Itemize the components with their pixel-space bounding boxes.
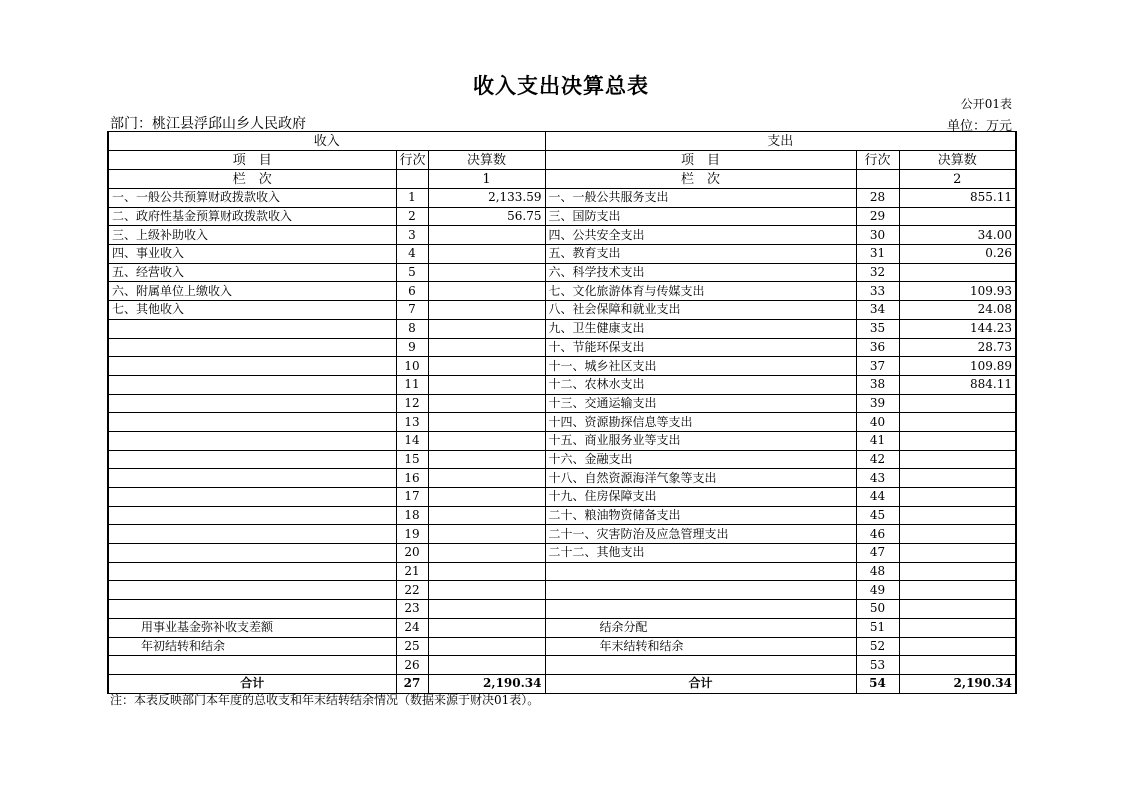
expense-amount-cell: 24.08 — [899, 301, 1016, 320]
table-row — [108, 525, 1016, 544]
income-amount-cell: 2,133.59 — [428, 189, 545, 208]
table-row — [108, 562, 1016, 581]
income-item-cell — [108, 488, 396, 507]
income-line-cell: 18 — [396, 506, 428, 525]
expense-column-index: 2 — [899, 170, 1016, 189]
expense-amount-cell — [899, 263, 1016, 282]
income-item-cell — [108, 581, 396, 600]
expense-amount-cell — [899, 525, 1016, 544]
income-line-cell: 3 — [396, 226, 428, 245]
expense-item-cell: 十二、农林水支出 — [545, 375, 856, 394]
income-amount-cell — [428, 226, 545, 245]
income-item-cell — [108, 562, 396, 581]
income-total-label: 合计 — [108, 674, 396, 693]
expense-amount-cell — [899, 637, 1016, 656]
expense-item-cell: 十五、商业服务业等支出 — [545, 431, 856, 450]
income-amount-cell — [428, 600, 545, 619]
income-line-cell: 1 — [396, 189, 428, 208]
income-amount-cell — [428, 656, 545, 675]
income-line-cell: 6 — [396, 282, 428, 301]
income-line-cell: 7 — [396, 301, 428, 320]
expense-item-cell: 二十二、其他支出 — [545, 544, 856, 563]
expense-line-cell: 44 — [856, 488, 899, 507]
income-item-cell: 七、其他收入 — [108, 301, 396, 320]
expense-column-blank — [856, 170, 899, 189]
expense-total-line: 54 — [856, 674, 899, 693]
expense-amount-cell: 855.11 — [899, 189, 1016, 208]
expense-item-cell: 十一、城乡社区支出 — [545, 357, 856, 376]
expense-line-cell: 28 — [856, 189, 899, 208]
expense-section-header: 支出 — [545, 132, 1016, 151]
income-item-cell — [108, 431, 396, 450]
income-item-cell: 用事业基金弥补收支差额 — [108, 618, 396, 637]
income-item-cell — [108, 319, 396, 338]
income-item-cell — [108, 544, 396, 563]
expense-item-cell: 二十、粮油物资储备支出 — [545, 506, 856, 525]
expense-line-cell: 52 — [856, 637, 899, 656]
income-line-cell: 22 — [396, 581, 428, 600]
table-row — [108, 375, 1016, 394]
income-amount-cell — [428, 637, 545, 656]
income-line-cell: 19 — [396, 525, 428, 544]
expense-amount-cell — [899, 450, 1016, 469]
expense-amount-cell — [899, 394, 1016, 413]
income-amount-cell — [428, 282, 545, 301]
income-column-label: 栏 次 — [108, 170, 396, 189]
income-amount-cell — [428, 450, 545, 469]
expense-item-cell: 十四、资源勘探信息等支出 — [545, 413, 856, 432]
income-item-cell — [108, 506, 396, 525]
income-total-line: 27 — [396, 674, 428, 693]
table-row — [108, 600, 1016, 619]
expense-item-cell: 十六、金融支出 — [545, 450, 856, 469]
income-line-cell: 13 — [396, 413, 428, 432]
expense-amount-cell — [899, 562, 1016, 581]
expense-total-label: 合计 — [545, 674, 856, 693]
table-row — [108, 469, 1016, 488]
income-line-cell: 17 — [396, 488, 428, 507]
expense-line-cell: 35 — [856, 319, 899, 338]
expense-amount-cell — [899, 431, 1016, 450]
income-line-cell: 9 — [396, 338, 428, 357]
income-section-header: 收入 — [108, 132, 545, 151]
expense-amount-header: 决算数 — [899, 151, 1016, 170]
income-line-cell: 24 — [396, 618, 428, 637]
expense-item-cell: 十三、交通运输支出 — [545, 394, 856, 413]
income-item-cell: 三、上级补助收入 — [108, 226, 396, 245]
income-item-cell — [108, 357, 396, 376]
income-amount-cell — [428, 319, 545, 338]
expense-line-cell: 30 — [856, 226, 899, 245]
column-index-row — [108, 170, 1016, 189]
table-row — [108, 189, 1016, 208]
expense-item-cell: 一、一般公共服务支出 — [545, 189, 856, 208]
expense-line-cell: 38 — [856, 375, 899, 394]
income-expense-table — [107, 131, 1017, 694]
expense-line-cell: 42 — [856, 450, 899, 469]
expense-item-cell: 年末结转和结余 — [545, 637, 856, 656]
income-item-cell — [108, 656, 396, 675]
form-number: 公开01表 — [960, 97, 1012, 111]
table-row — [108, 450, 1016, 469]
income-line-header: 行次 — [396, 151, 428, 170]
expense-item-cell: 四、公共安全支出 — [545, 226, 856, 245]
department-label: 部门：桃江县浮邱山乡人民政府 — [110, 116, 306, 132]
expense-amount-cell — [899, 413, 1016, 432]
income-item-header: 项 目 — [108, 151, 396, 170]
income-line-cell: 4 — [396, 245, 428, 264]
expense-amount-cell — [899, 618, 1016, 637]
table-row — [108, 263, 1016, 282]
table-row — [108, 618, 1016, 637]
income-line-cell: 20 — [396, 544, 428, 563]
income-amount-cell: 56.75 — [428, 207, 545, 226]
expense-line-cell: 32 — [856, 263, 899, 282]
income-column-index: 1 — [428, 170, 545, 189]
expense-line-cell: 33 — [856, 282, 899, 301]
expense-amount-cell: 109.93 — [899, 282, 1016, 301]
income-amount-cell — [428, 581, 545, 600]
income-line-cell: 15 — [396, 450, 428, 469]
expense-line-cell: 46 — [856, 525, 899, 544]
income-amount-cell — [428, 525, 545, 544]
expense-amount-cell: 34.00 — [899, 226, 1016, 245]
income-item-cell: 五、经营收入 — [108, 263, 396, 282]
column-header-row — [108, 151, 1016, 170]
income-amount-cell — [428, 301, 545, 320]
section-header-row — [108, 132, 1016, 151]
income-item-cell — [108, 413, 396, 432]
expense-amount-cell — [899, 488, 1016, 507]
income-amount-cell — [428, 245, 545, 264]
expense-line-cell: 29 — [856, 207, 899, 226]
expense-item-cell — [545, 600, 856, 619]
table-row — [108, 506, 1016, 525]
expense-line-cell: 41 — [856, 431, 899, 450]
expense-amount-cell — [899, 207, 1016, 226]
income-item-cell: 四、事业收入 — [108, 245, 396, 264]
expense-item-cell: 十、节能环保支出 — [545, 338, 856, 357]
expense-line-cell: 48 — [856, 562, 899, 581]
expense-amount-cell — [899, 581, 1016, 600]
expense-amount-cell: 884.11 — [899, 375, 1016, 394]
expense-item-cell: 九、卫生健康支出 — [545, 319, 856, 338]
income-column-blank — [396, 170, 428, 189]
income-amount-header: 决算数 — [428, 151, 545, 170]
table-row — [108, 245, 1016, 264]
income-amount-cell — [428, 263, 545, 282]
expense-item-cell: 十九、住房保障支出 — [545, 488, 856, 507]
income-amount-cell — [428, 431, 545, 450]
income-line-cell: 16 — [396, 469, 428, 488]
income-item-cell — [108, 450, 396, 469]
table-row — [108, 357, 1016, 376]
expense-line-cell: 31 — [856, 245, 899, 264]
report-title: 收入支出决算总表 — [473, 73, 649, 98]
expense-amount-cell — [899, 506, 1016, 525]
expense-line-cell: 40 — [856, 413, 899, 432]
income-item-cell — [108, 338, 396, 357]
expense-item-cell: 结余分配 — [545, 618, 856, 637]
unit-label: 单位：万元 — [946, 119, 1012, 134]
table-row — [108, 282, 1016, 301]
table-row — [108, 413, 1016, 432]
income-amount-cell — [428, 357, 545, 376]
expense-item-cell: 三、国防支出 — [545, 207, 856, 226]
expense-column-label: 栏 次 — [545, 170, 856, 189]
expense-item-cell — [545, 656, 856, 675]
income-amount-cell — [428, 544, 545, 563]
income-item-cell — [108, 525, 396, 544]
income-item-cell: 二、政府性基金预算财政拨款收入 — [108, 207, 396, 226]
expense-line-cell: 47 — [856, 544, 899, 563]
income-amount-cell — [428, 413, 545, 432]
expense-line-cell: 51 — [856, 618, 899, 637]
income-line-cell: 12 — [396, 394, 428, 413]
table-row — [108, 301, 1016, 320]
expense-item-cell — [545, 562, 856, 581]
expense-amount-cell: 0.26 — [899, 245, 1016, 264]
expense-amount-cell — [899, 656, 1016, 675]
income-amount-cell — [428, 562, 545, 581]
footnote: 注：本表反映部门本年度的总收支和年末结转结余情况（数据来源于财决01表）。 — [110, 693, 540, 707]
expense-line-cell: 36 — [856, 338, 899, 357]
table-row — [108, 637, 1016, 656]
expense-total-amount: 2,190.34 — [899, 674, 1016, 693]
expense-line-cell: 50 — [856, 600, 899, 619]
table-row — [108, 431, 1016, 450]
expense-amount-cell — [899, 469, 1016, 488]
income-item-cell — [108, 469, 396, 488]
income-line-cell: 11 — [396, 375, 428, 394]
income-line-cell: 14 — [396, 431, 428, 450]
expense-amount-cell: 144.23 — [899, 319, 1016, 338]
table-row — [108, 656, 1016, 675]
table-row — [108, 319, 1016, 338]
income-amount-cell — [428, 469, 545, 488]
expense-item-cell: 二十一、灾害防治及应急管理支出 — [545, 525, 856, 544]
income-line-cell: 21 — [396, 562, 428, 581]
income-amount-cell — [428, 618, 545, 637]
table-row — [108, 338, 1016, 357]
expense-line-cell: 45 — [856, 506, 899, 525]
income-line-cell: 23 — [396, 600, 428, 619]
income-item-cell: 六、附属单位上缴收入 — [108, 282, 396, 301]
income-amount-cell — [428, 338, 545, 357]
income-amount-cell — [428, 506, 545, 525]
income-item-cell: 年初结转和结余 — [108, 637, 396, 656]
expense-amount-cell: 28.73 — [899, 338, 1016, 357]
income-line-cell: 25 — [396, 637, 428, 656]
expense-item-cell: 十八、自然资源海洋气象等支出 — [545, 469, 856, 488]
table-row — [108, 207, 1016, 226]
income-line-cell: 8 — [396, 319, 428, 338]
income-total-amount: 2,190.34 — [428, 674, 545, 693]
table-row — [108, 544, 1016, 563]
income-line-cell: 26 — [396, 656, 428, 675]
income-line-cell: 2 — [396, 207, 428, 226]
income-amount-cell — [428, 488, 545, 507]
income-amount-cell — [428, 375, 545, 394]
expense-line-cell: 43 — [856, 469, 899, 488]
expense-line-cell: 53 — [856, 656, 899, 675]
expense-line-cell: 34 — [856, 301, 899, 320]
expense-line-header: 行次 — [856, 151, 899, 170]
income-item-cell: 一、一般公共预算财政拨款收入 — [108, 189, 396, 208]
income-amount-cell — [428, 394, 545, 413]
expense-amount-cell — [899, 544, 1016, 563]
income-item-cell — [108, 600, 396, 619]
expense-item-cell: 六、科学技术支出 — [545, 263, 856, 282]
expense-item-header: 项 目 — [545, 151, 856, 170]
expense-item-cell: 八、社会保障和就业支出 — [545, 301, 856, 320]
table-row — [108, 394, 1016, 413]
income-line-cell: 10 — [396, 357, 428, 376]
expense-amount-cell — [899, 600, 1016, 619]
expense-line-cell: 49 — [856, 581, 899, 600]
expense-line-cell: 37 — [856, 357, 899, 376]
income-item-cell — [108, 394, 396, 413]
table-row — [108, 488, 1016, 507]
expense-amount-cell: 109.89 — [899, 357, 1016, 376]
expense-line-cell: 39 — [856, 394, 899, 413]
income-item-cell — [108, 375, 396, 394]
table-row — [108, 581, 1016, 600]
expense-item-cell — [545, 581, 856, 600]
income-line-cell: 5 — [396, 263, 428, 282]
expense-item-cell: 七、文化旅游体育与传媒支出 — [545, 282, 856, 301]
expense-item-cell: 五、教育支出 — [545, 245, 856, 264]
table-row — [108, 226, 1016, 245]
